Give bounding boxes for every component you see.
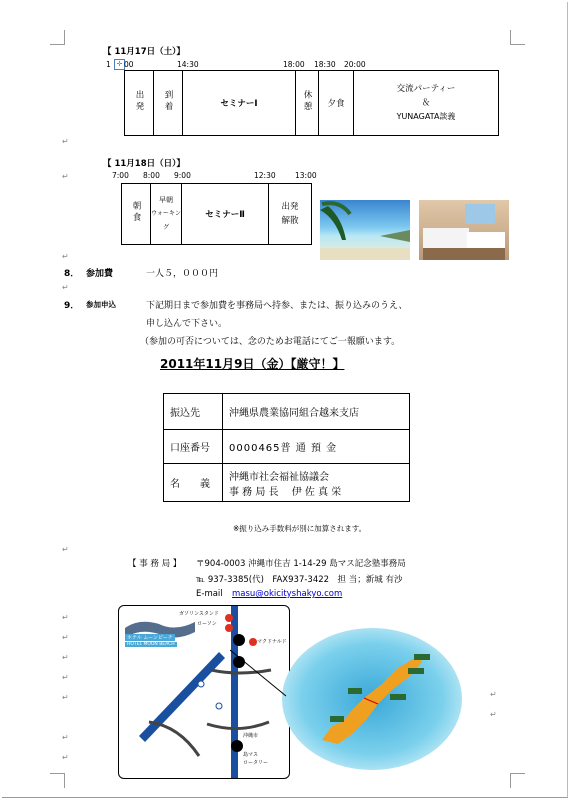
map-label-hotel-en: HOTEL MOON BEACH (127, 642, 175, 647)
map-label-gas-station: ガソリンスタンド (179, 611, 219, 617)
paragraph-mark: ↵ (490, 690, 497, 699)
fee-value: 一人５，０００円 (146, 269, 219, 279)
crop-mark-bl (50, 773, 65, 788)
beach-photo (320, 200, 410, 260)
bank-label: 名 義 (164, 464, 223, 502)
office-email-link[interactable]: masu@okicityshakyo.com (232, 589, 343, 599)
day1-cell-arrive: 到着 (154, 71, 183, 136)
day2-schedule-table (121, 183, 312, 245)
paragraph-mark: ↵ (62, 545, 69, 554)
day2-cell-breakfast: 朝食 (122, 184, 151, 245)
map-label-hotel: ホテル ムーンビーチ (127, 635, 173, 641)
paragraph-mark: ↵ (62, 613, 69, 622)
office-tel: ℡ 937-3385(代) FAX937-3422 担 当；新城 有沙 (196, 575, 403, 585)
fee-number: 8． (64, 269, 80, 279)
crop-mark-br (510, 773, 525, 788)
day1-time: 18:30 (314, 60, 336, 69)
map-label-mcdonalds: マクドナルド (257, 639, 287, 645)
day2-header: 【 11月18日（日）】 (103, 159, 185, 169)
office-label: 【 事 務 局 】 (128, 559, 182, 569)
paragraph-mark: ↵ (62, 283, 69, 292)
apply-line2: 申し込んで下さい。 (146, 319, 228, 329)
bank-label: 振込先 (164, 394, 223, 430)
bank-value: 0000465普 通 預 金 (223, 430, 410, 464)
day1-cell-dinner: 夕食 (319, 71, 354, 136)
paragraph-mark: ↵ (62, 137, 69, 146)
day1-time: 14:30 (177, 60, 199, 69)
day2-time: 12:30 (254, 171, 276, 180)
map-label-rotary: ロータリー (243, 760, 269, 766)
day2-cell-seminar: セミナーⅡ (182, 184, 269, 245)
paragraph-mark: ↵ (62, 693, 69, 702)
day1-cell-seminar: セミナーⅠ (183, 71, 296, 136)
paragraph-mark: ↵ (62, 172, 69, 181)
apply-label: 参加申込 (86, 300, 116, 309)
map-label-okinawa-city: 沖縄市 (243, 733, 259, 739)
day1-time: 00 (124, 60, 134, 69)
paragraph-mark: ↵ (62, 673, 69, 682)
map-callout-lines (230, 640, 290, 700)
paragraph-mark: ↵ (62, 633, 69, 642)
map-label-shima-masu: 島マス (243, 752, 259, 758)
bank-label: 口座番号 (164, 430, 223, 464)
crop-mark-tl (50, 30, 65, 45)
day2-time: 7:00 (112, 171, 129, 180)
day1-time: 1 (106, 60, 111, 69)
day1-header: 【 11月17日（土）】 (103, 47, 185, 57)
day2-cell-walking: 早朝 ウォーキング (151, 184, 182, 245)
crop-mark-tr (510, 30, 525, 45)
move-handle-icon[interactable]: ✛ (114, 59, 125, 70)
office-email-label: E-mail (196, 589, 223, 599)
paragraph-mark: ↵ (62, 252, 69, 261)
island-map (282, 628, 462, 770)
fee-label: 参加費 (86, 269, 114, 279)
day2-time: 13:00 (295, 171, 317, 180)
day2-time: 9:00 (174, 171, 191, 180)
paragraph-mark: ↵ (490, 710, 497, 719)
office-address: 〒904-0003 沖縄市住吉 1-14-29 島マス記念塾事務局 (196, 559, 406, 569)
bank-value: 沖縄市社会福祉協議会 事 務 局 長 伊 佐 真 栄 (223, 464, 410, 502)
apply-line1: 下記期日まで参加費を事務局へ持参、または、振り込みのうえ、 (146, 301, 408, 311)
bank-value: 沖縄県農業協同組合越来支店 (223, 394, 410, 430)
hotel-room-photo (419, 200, 509, 260)
day1-schedule-table (124, 70, 499, 136)
paragraph-mark: ↵ (62, 733, 69, 742)
day1-cell-party: 交流パーティー ＆ YUNAGATA談義 (354, 71, 499, 136)
deadline: 2011年11月9日（金）【厳守！】 (160, 357, 345, 371)
day2-time: 8:00 (143, 171, 160, 180)
bank-note: ※振り込み手数料が別に加算されます。 (233, 524, 367, 533)
day2-cell-depart: 出発 解散 (269, 184, 312, 245)
apply-number: 9． (64, 301, 80, 311)
apply-line3: （参加の可否については、念のためお電話にてご一報願います。 (140, 337, 401, 347)
paragraph-mark: ↵ (62, 753, 69, 762)
day1-cell-break: 休憩 (296, 71, 319, 136)
day1-time: 18:00 (283, 60, 305, 69)
bank-table (163, 393, 410, 502)
paragraph-mark: ↵ (62, 653, 69, 662)
day1-cell-depart: 出発 (125, 71, 154, 136)
map-label-lawson: ローソン (197, 621, 217, 627)
day1-time: 20:00 (344, 60, 366, 69)
